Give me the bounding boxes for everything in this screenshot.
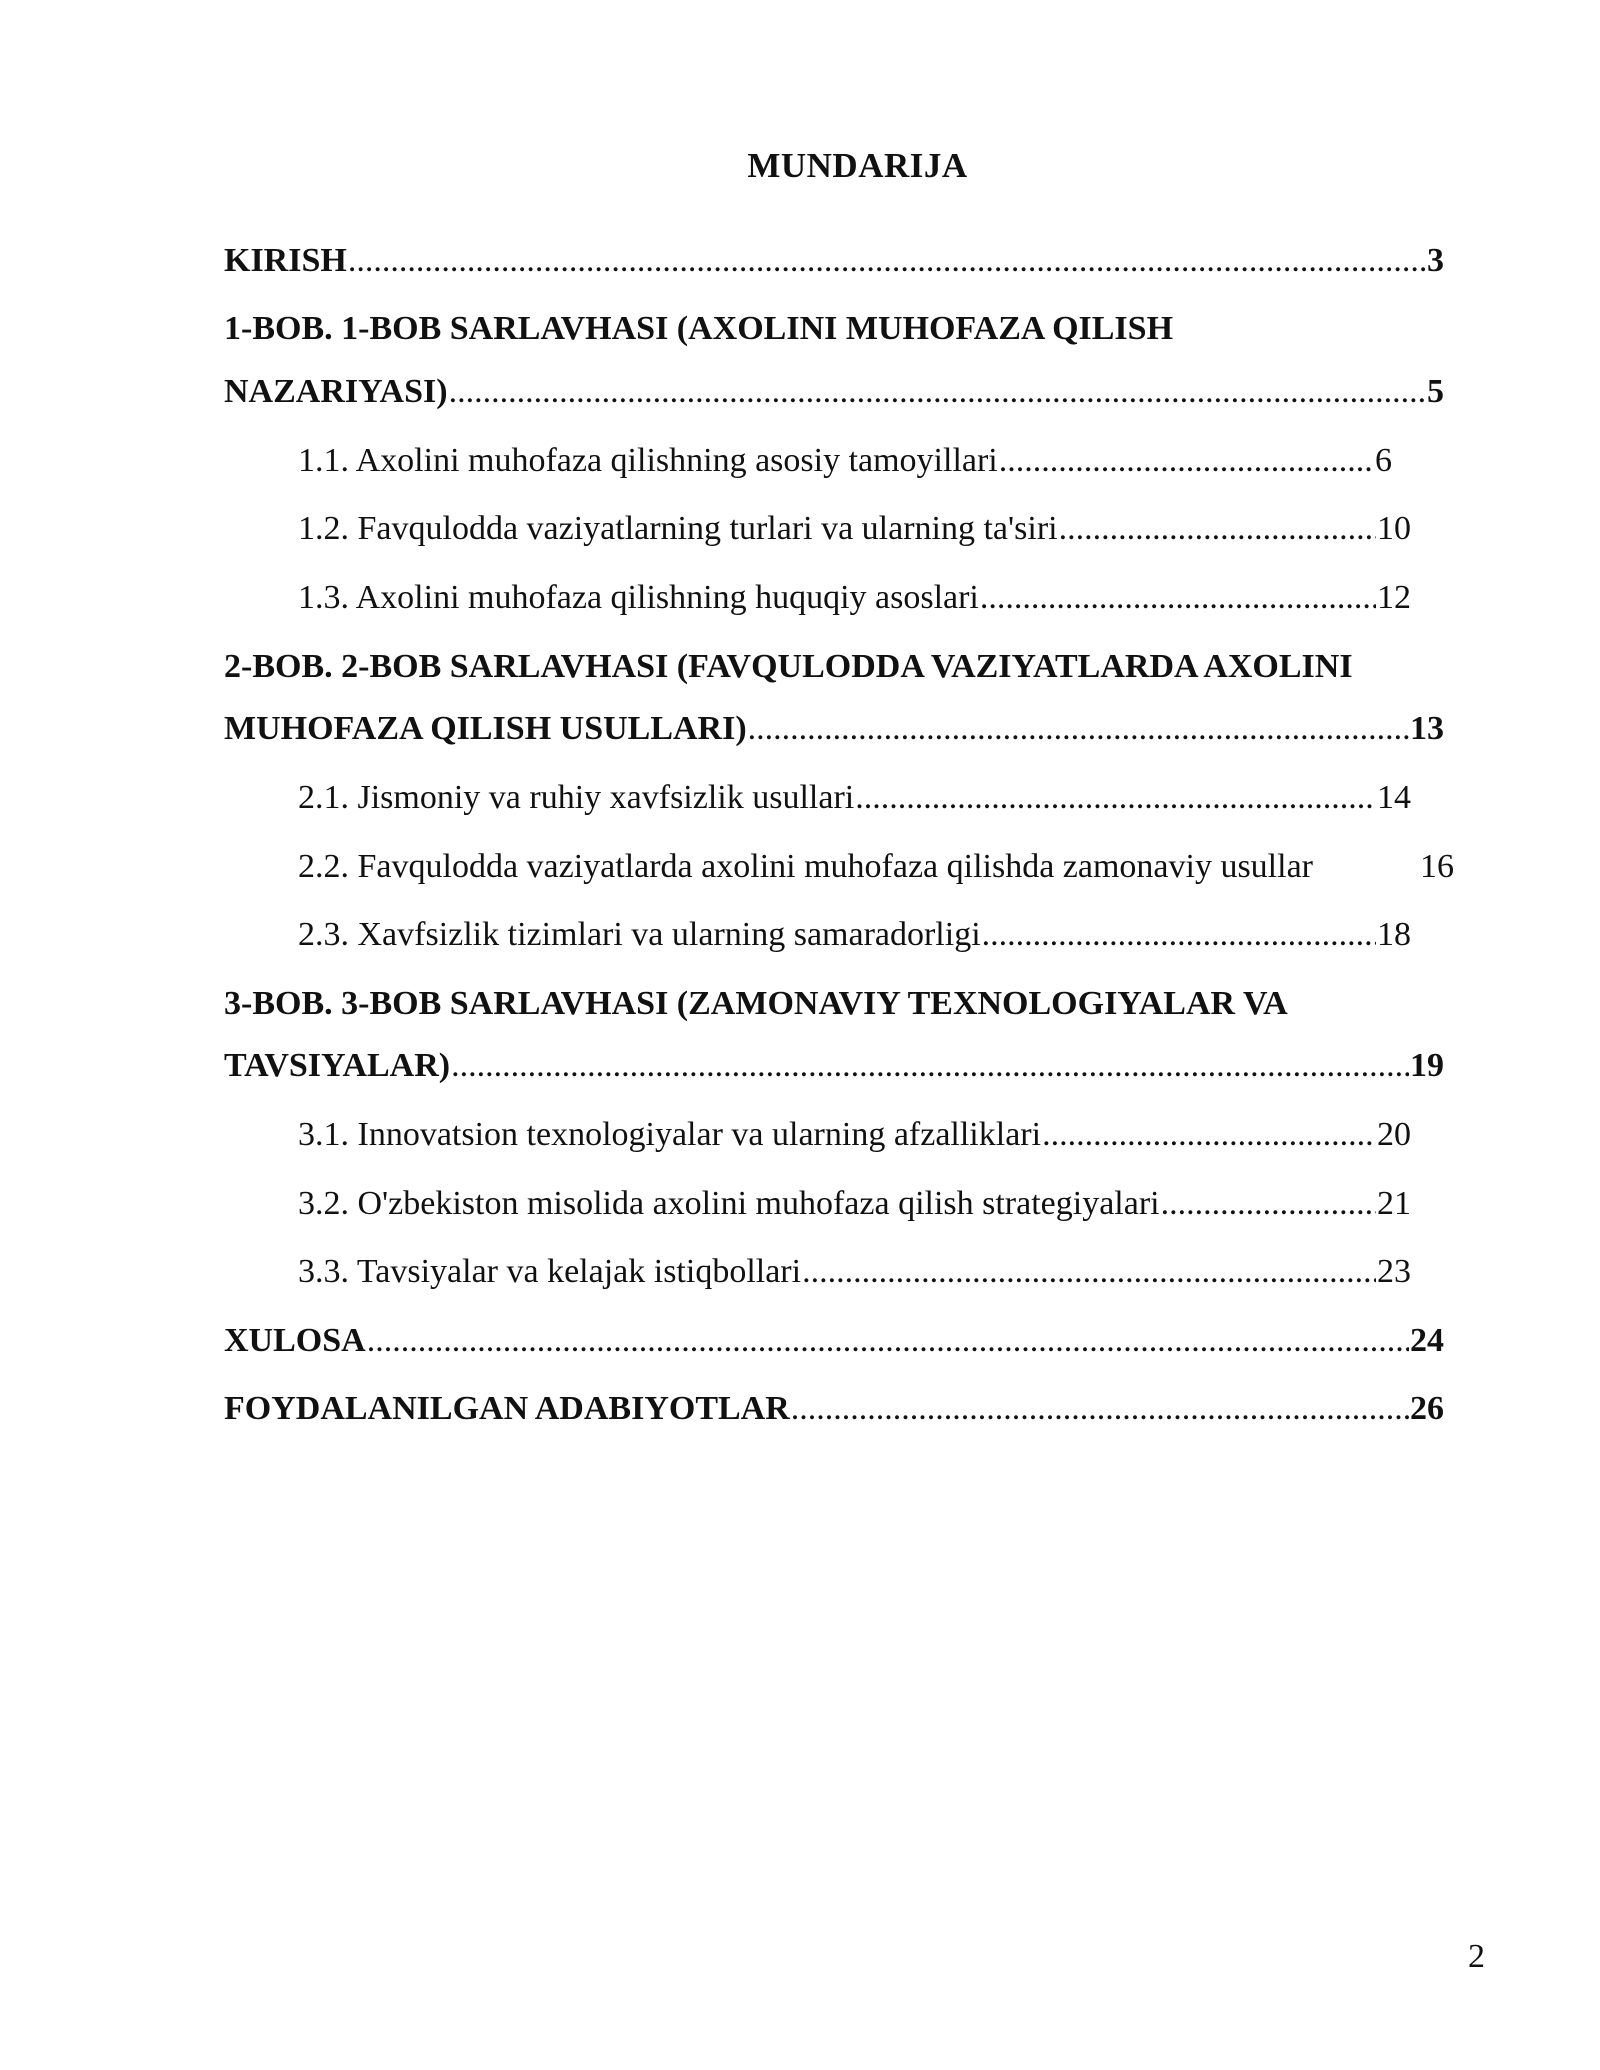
toc-entry-title: 2.1. Jismoniy va ruhiy xavfsizlik usullari [298, 779, 855, 816]
dot-leader [367, 1322, 1409, 1360]
toc-entry-chapter-3[interactable] [224, 1047, 1444, 1093]
dot-leader [348, 242, 1426, 280]
toc-page-number: 6 [1375, 442, 1392, 479]
toc-entry-2-1[interactable] [298, 779, 1411, 825]
toc-entry-title: 1.2. Favqulodda vaziyatlarning turlari va ularning ta'siri [298, 510, 1058, 547]
toc-page-number: 18 [1377, 916, 1411, 953]
toc-entry-kirish[interactable] [224, 242, 1444, 288]
toc-entry-title: 3.3. Tavsiyalar va kelajak istiqbollari [298, 1253, 802, 1290]
toc-entry-1-3[interactable] [298, 579, 1411, 625]
toc-entry-title: KIRISH [224, 242, 347, 279]
toc-page-number: 19 [1410, 1047, 1444, 1084]
toc-page-number: 5 [1427, 373, 1444, 410]
toc-page-number: 24 [1410, 1322, 1444, 1359]
dot-leader [449, 373, 1426, 411]
toc-page-number: 20 [1377, 1116, 1411, 1153]
toc-entry-title: 3.1. Innovatsion texnologiyalar va ularning afzalliklari [298, 1116, 1042, 1153]
toc-entry-1-2[interactable] [298, 510, 1411, 556]
toc-entry-chapter-1[interactable] [224, 373, 1444, 419]
toc-entry-title: XULOSA [224, 1322, 366, 1359]
toc-page-number: 13 [1410, 710, 1444, 747]
toc-entry-title: 3.2. O'zbekiston misolida axolini muhofaza qilish strategiyalari [298, 1185, 1160, 1222]
toc-page-number: 23 [1377, 1253, 1411, 1290]
toc-page-number: 26 [1410, 1390, 1444, 1427]
page-number: 2 [1468, 1938, 1485, 1975]
page-title: MUNDARIJA [747, 146, 968, 185]
toc-chapter-1-heading[interactable]: 1-BOB. 1-BOB SARLAVHASI (AXOLINI MUHOFAZA QILISH [224, 310, 1174, 347]
toc-entry-3-2[interactable] [298, 1185, 1411, 1231]
toc-entry-title: 2.3. Xavfsizlik tizimlari va ularning samaradorligi [298, 916, 981, 953]
toc-page-number: 16 [1420, 848, 1454, 885]
dot-leader [980, 579, 1376, 617]
toc-page-number: 14 [1377, 779, 1411, 816]
toc-page-number: 21 [1377, 1185, 1411, 1222]
dot-leader [982, 916, 1376, 954]
dot-leader [1042, 1116, 1376, 1154]
toc-page-number: 10 [1377, 510, 1411, 547]
dot-leader [999, 442, 1374, 480]
dot-leader [1059, 510, 1376, 548]
dot-leader [451, 1047, 1409, 1085]
toc-entry-1-1[interactable] [298, 442, 1392, 488]
dot-leader [802, 1253, 1376, 1291]
dot-leader [855, 779, 1376, 817]
toc-entry-xulosa[interactable] [224, 1322, 1444, 1368]
toc-entry-title: MUHOFAZA QILISH USULLARI) [224, 710, 747, 747]
toc-entry-title: 1.3. Axolini muhofaza qilishning huquqiy asoslari [298, 579, 979, 616]
toc-entry-title: 2.2. Favqulodda vaziyatlarda axolini muhofaza qilishda zamonaviy usullar [298, 848, 1313, 885]
toc-entry-title: TAVSIYALAR) [224, 1047, 451, 1084]
toc-entry-2-3[interactable] [298, 916, 1411, 962]
toc-entry-chapter-2[interactable] [224, 710, 1444, 756]
toc-entry-adabiyotlar[interactable] [224, 1390, 1444, 1436]
toc-chapter-3-heading[interactable]: 3-BOB. 3-BOB SARLAVHASI (ZAMONAVIY TEXNOLOGIYALAR VA [224, 985, 1288, 1022]
dot-leader [791, 1390, 1409, 1428]
toc-entry-title: 1.1. Axolini muhofaza qilishning asosiy tamoyillari [298, 442, 998, 479]
toc-entry-title: FOYDALANILGAN ADABIYOTLAR [224, 1390, 790, 1427]
dot-leader [1161, 1185, 1376, 1223]
toc-entry-3-1[interactable] [298, 1116, 1411, 1162]
toc-page-number: 12 [1377, 579, 1411, 616]
toc-entry-3-3[interactable] [298, 1253, 1411, 1299]
dot-leader [748, 710, 1409, 748]
toc-entry-2-2[interactable] [298, 848, 1454, 894]
toc-entry-title: NAZARIYASI) [224, 373, 448, 410]
toc-chapter-2-heading[interactable]: 2-BOB. 2-BOB SARLAVHASI (FAVQULODDA VAZIYATLARDA AXOLINI [224, 648, 1353, 685]
toc-page-number: 3 [1427, 242, 1444, 279]
